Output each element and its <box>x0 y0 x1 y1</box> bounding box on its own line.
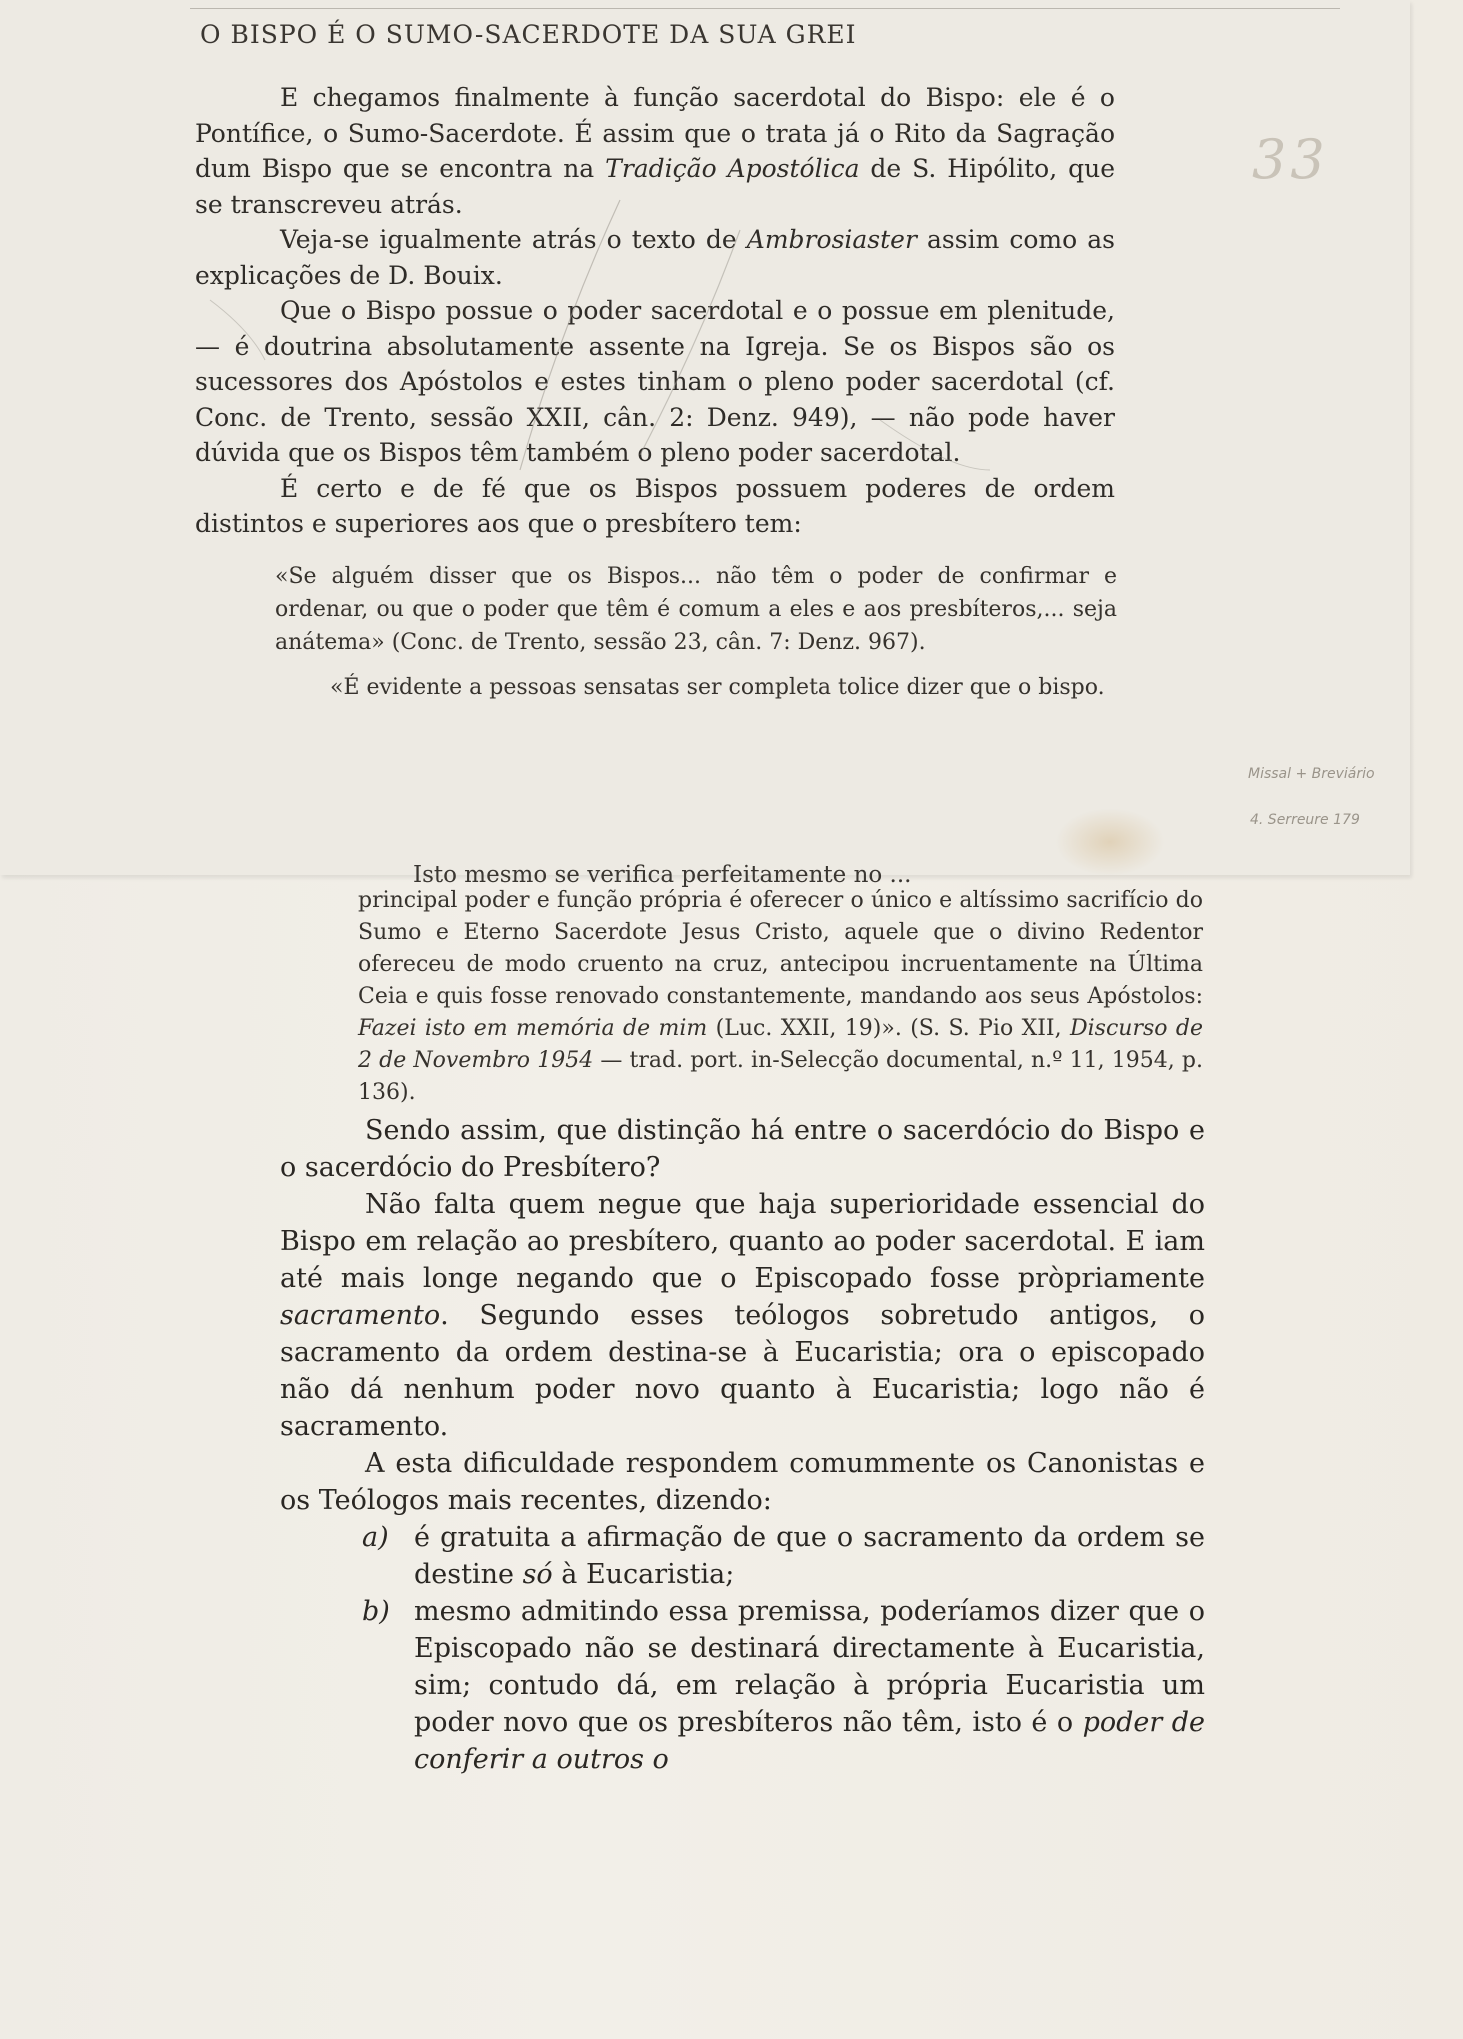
list-item-b: b) mesmo admitindo essa premissa, poderíamos dizer que o Episcopado não se destinará directamente à Eucaristia, sim; contudo dá, em relação à própria Eucaristia um poder novo que os presbíteros não têm, isto é o poder de conferir a outros o <box>280 1593 1205 1778</box>
lower-block-quote <box>358 885 1203 1109</box>
lower-body-text <box>280 1112 1205 1778</box>
paper-stain <box>1055 808 1165 876</box>
paragraph: A esta dificuldade respondem comummente os Canonistas e os Teólogos mais recentes, dizendo: <box>280 1448 1205 1516</box>
paragraph: Sendo assim, que distinção há entre o sacerdócio do Bispo e o sacerdócio do Presbítero? <box>280 1115 1205 1183</box>
cut-off-line: Isto mesmo se verifica perfeitamente no ... <box>413 862 912 888</box>
quote-text: principal poder e função própria é oferecer o único e altíssimo sacrifício do Sumo e Eterno Sacerdote Jesus Cristo, aquele que o divino Redentor ofereceu de modo cruento na cruz, antecipou incruentamente na Última Ceia e quis fosse renovado constantemente, mandando aos seus Apóstolos: Fazei isto em memória de mim (Luc. XXII, 19)». (S. S. Pio XII, Discurso de 2 de Novembro 1954 — trad. port. in-Selecção documental, n.º 11, 1954, p. 136). <box>358 888 1203 1105</box>
paragraph: É certo e de fé que os Bispos possuem poderes de ordem distintos e superiores aos que o presbítero tem: <box>195 473 1115 538</box>
margin-note: Missal + Breviário <box>1248 766 1375 782</box>
block-quote-continued: «É evidente a pessoas sensatas ser completa tolice dizer que o bispo. <box>330 675 1105 700</box>
paragraph: E chegamos finalmente à função sacerdotal do Bispo: ele é o Pontífice, o Sumo-Sacerdote. É assim que o trata já o Rito da Sagração dum Bispo que se encontra na Tradição Apostólica de S. Hipólito, que se transcreveu atrás. <box>195 83 1115 219</box>
paragraph: Que o Bispo possue o poder sacerdotal e o possue em plenitude, — é doutrina absolutamente assente na Igreja. Se os Bispos são os sucessores dos Apóstolos e estes tinham o pleno poder sacerdotal (cf. Conc. de Trento, sessão XXII, cân. 2: Denz. 949), — não pode haver dúvida que os Bispos têm também o pleno poder sacerdotal. <box>195 296 1115 467</box>
list-label: a) <box>362 1522 389 1553</box>
pencil-marks <box>0 0 1410 875</box>
list-label: b) <box>362 1596 390 1627</box>
block-quote: «Se alguém disser que os Bispos... não têm o poder de confirmar e ordenar, ou que o poder que têm é comum a eles e aos presbíteros,... seja anátema» (Conc. de Trento, sessão 23, cân. 7: Denz. 967). <box>275 564 1117 655</box>
pasted-upper-slip <box>0 0 1410 875</box>
paragraph: Veja-se igualmente atrás o texto de Ambrosiaster assim como as explicações de D. Bouix. <box>195 225 1115 290</box>
margin-note: 4. Serreure 179 <box>1250 812 1360 828</box>
running-header: O BISPO É O SUMO-SACERDOTE DA SUA GREI <box>200 20 857 49</box>
page-number: 33 <box>1252 128 1329 191</box>
paragraph: Não falta quem negue que haja superioridade essencial do Bispo em relação ao presbítero, quanto ao poder sacerdotal. E iam até mais longe negando que o Episcopado fosse pròpriamente sacramento. Segundo esses teólogos sobretudo antigos, o sacramento da ordem destina-se à Eucaristia; ora o episcopado não dá nenhum poder novo quanto à Eucaristia; logo não é sacramento. <box>280 1189 1205 1442</box>
list-item-a: a) é gratuita a afirmação de que o sacramento da ordem se destine só à Eucaristia; <box>280 1519 1205 1593</box>
